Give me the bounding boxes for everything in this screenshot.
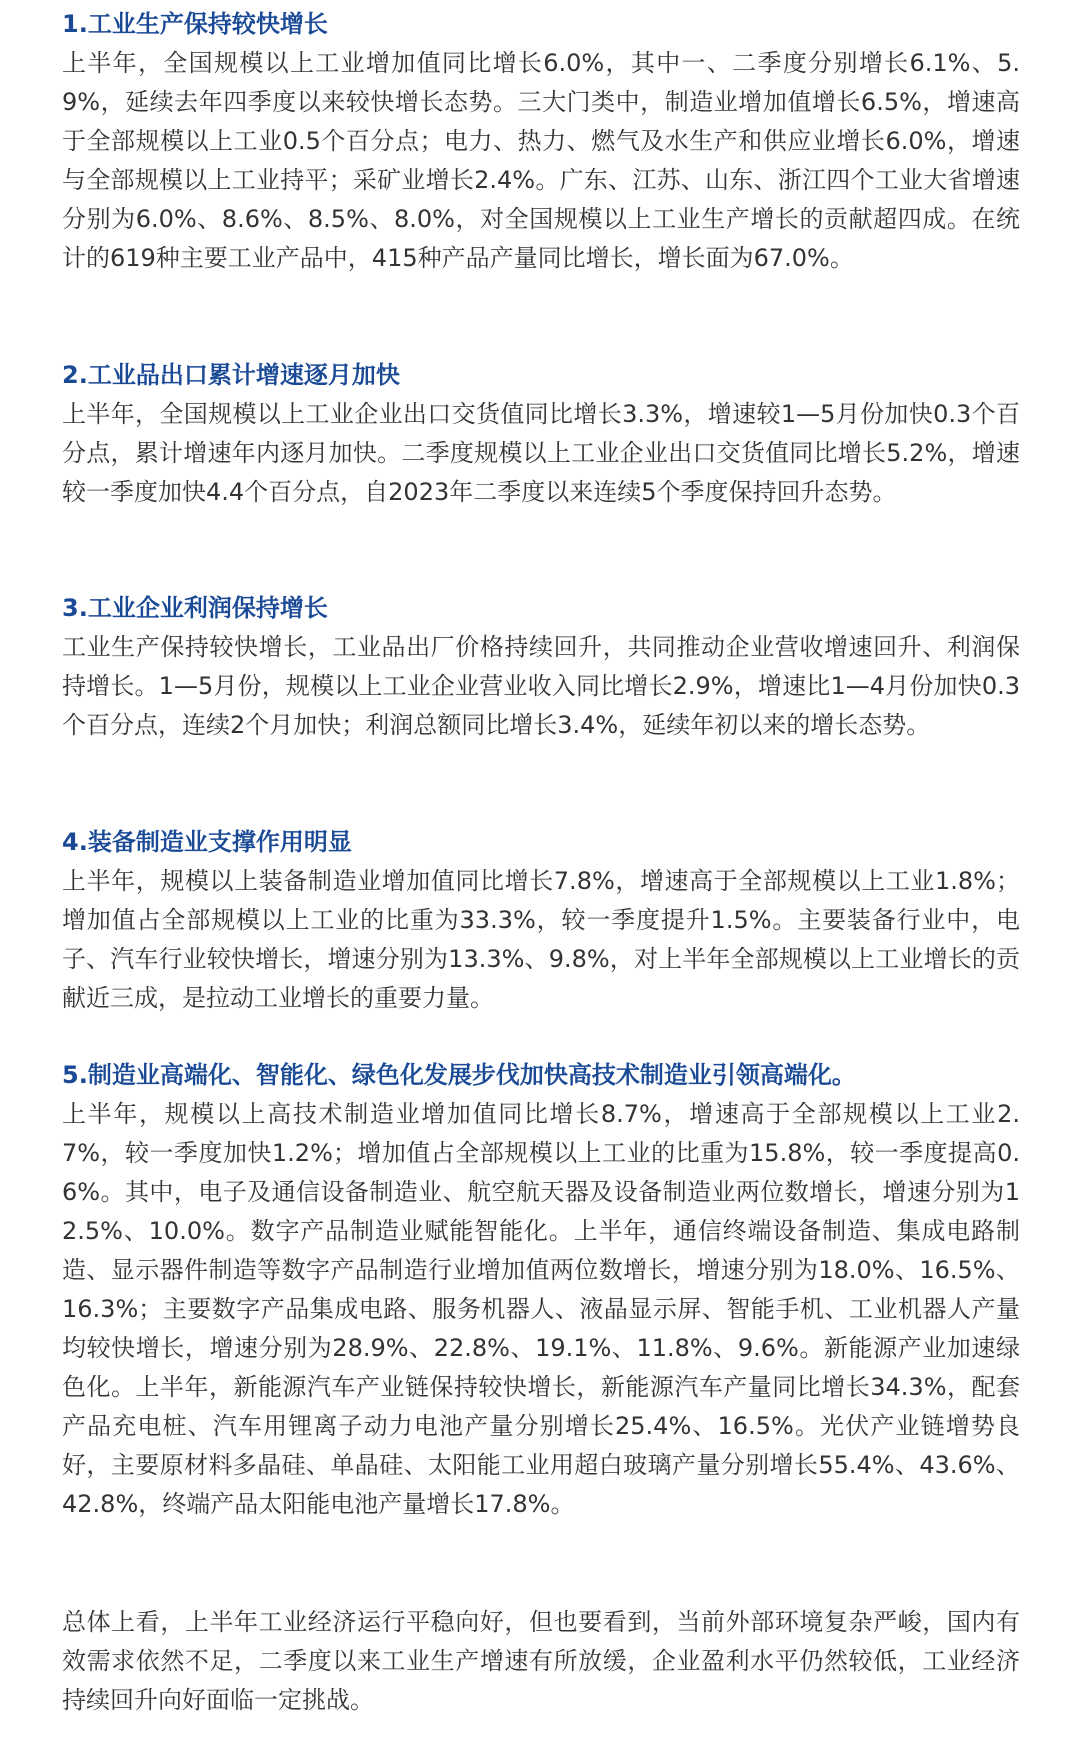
summary-section	[62, 1603, 1020, 1720]
section-high-end-manufacturing	[62, 1055, 1020, 1524]
section-equipment-manufacturing	[62, 822, 1020, 1018]
section-industrial-production	[62, 4, 1020, 278]
section-paragraph: 上半年，规模以上高技术制造业增加值同比增长8.7%，增速高于全部规模以上工业2.7%，较一季度加快1.2%；增加值占全部规模以上工业的比重为15.8%，较一季度提高0.6%。其中，电子及通信设备制造业、航空航天器及设备制造业两位数增长，增速分别为12.5%、10.0%。数字产品制造业赋能智能化。上半年，通信终端设备制造、集成电路制造、显示器件制造等数字产品制造行业增加值两位数增长，增速分别为18.0%、16.5%、16.3%；主要数字产品集成电路、服务机器人、液晶显示屏、智能手机、工业机器人产量均较快增长，增速分别为28.9%、22.8%、19.1%、11.8%、9.6%。新能源产业加速绿色化。上半年，新能源汽车产业链保持较快增长，新能源汽车产量同比增长34.3%，配套产品充电桩、汽车用锂离子动力电池产量分别增长25.4%、16.5%。光伏产业链增势良好，主要原材料多晶硅、单晶硅、太阳能工业用超白玻璃产量分别增长55.4%、43.6%、42.8%，终端产品太阳能电池产量增长17.8%。	[62, 1100, 1020, 1518]
section-paragraph: 工业生产保持较快增长，工业品出厂价格持续回升，共同推动企业营收增速回升、利润保持增长。1—5月份，规模以上工业企业营业收入同比增长2.9%，增速比1—4月份加快0.3个百分点，连续2个月加快；利润总额同比增长3.4%，延续年初以来的增长态势。	[62, 633, 1020, 739]
section-paragraph: 上半年，全国规模以上工业增加值同比增长6.0%，其中一、二季度分别增长6.1%、5.9%，延续去年四季度以来较快增长态势。三大门类中，制造业增加值增长6.5%，增速高于全部规模以上工业0.5个百分点；电力、热力、燃气及水生产和供应业增长6.0%，增速与全部规模以上工业持平；采矿业增长2.4%。广东、江苏、山东、浙江四个工业大省增速分别为6.0%、8.6%、8.5%、8.0%，对全国规模以上工业生产增长的贡献超四成。在统计的619种主要工业产品中，415种产品产量同比增长，增长面为67.0%。	[62, 49, 1020, 272]
section-heading: 4.装备制造业支撑作用明显	[62, 828, 352, 856]
section-export-growth	[62, 355, 1020, 512]
section-heading: 5.制造业高端化、智能化、绿色化发展步伐加快高技术制造业引领高端化。	[62, 1061, 856, 1089]
section-paragraph: 上半年，规模以上装备制造业增加值同比增长7.8%，增速高于全部规模以上工业1.8%；增加值占全部规模以上工业的比重为33.3%，较一季度提升1.5%。主要装备行业中，电子、汽车行业较快增长，增速分别为13.3%、9.8%，对上半年全部规模以上工业增长的贡献近三成，是拉动工业增长的重要力量。	[62, 867, 1020, 1012]
section-heading: 1.工业生产保持较快增长	[62, 10, 328, 38]
section-heading: 2.工业品出口累计增速逐月加快	[62, 361, 400, 389]
summary-paragraph: 总体上看，上半年工业经济运行平稳向好，但也要看到，当前外部环境复杂严峻，国内有效需求依然不足，二季度以来工业生产增速有所放缓，企业盈利水平仍然较低，工业经济持续回升向好面临一定挑战。	[62, 1608, 1020, 1714]
section-enterprise-profit	[62, 588, 1020, 745]
section-paragraph: 上半年，全国规模以上工业企业出口交货值同比增长3.3%，增速较1—5月份加快0.3个百分点，累计增速年内逐月加快。二季度规模以上工业企业出口交货值同比增长5.2%，增速较一季度加快4.4个百分点，自2023年二季度以来连续5个季度保持回升态势。	[62, 400, 1020, 506]
section-heading: 3.工业企业利润保持增长	[62, 594, 328, 622]
